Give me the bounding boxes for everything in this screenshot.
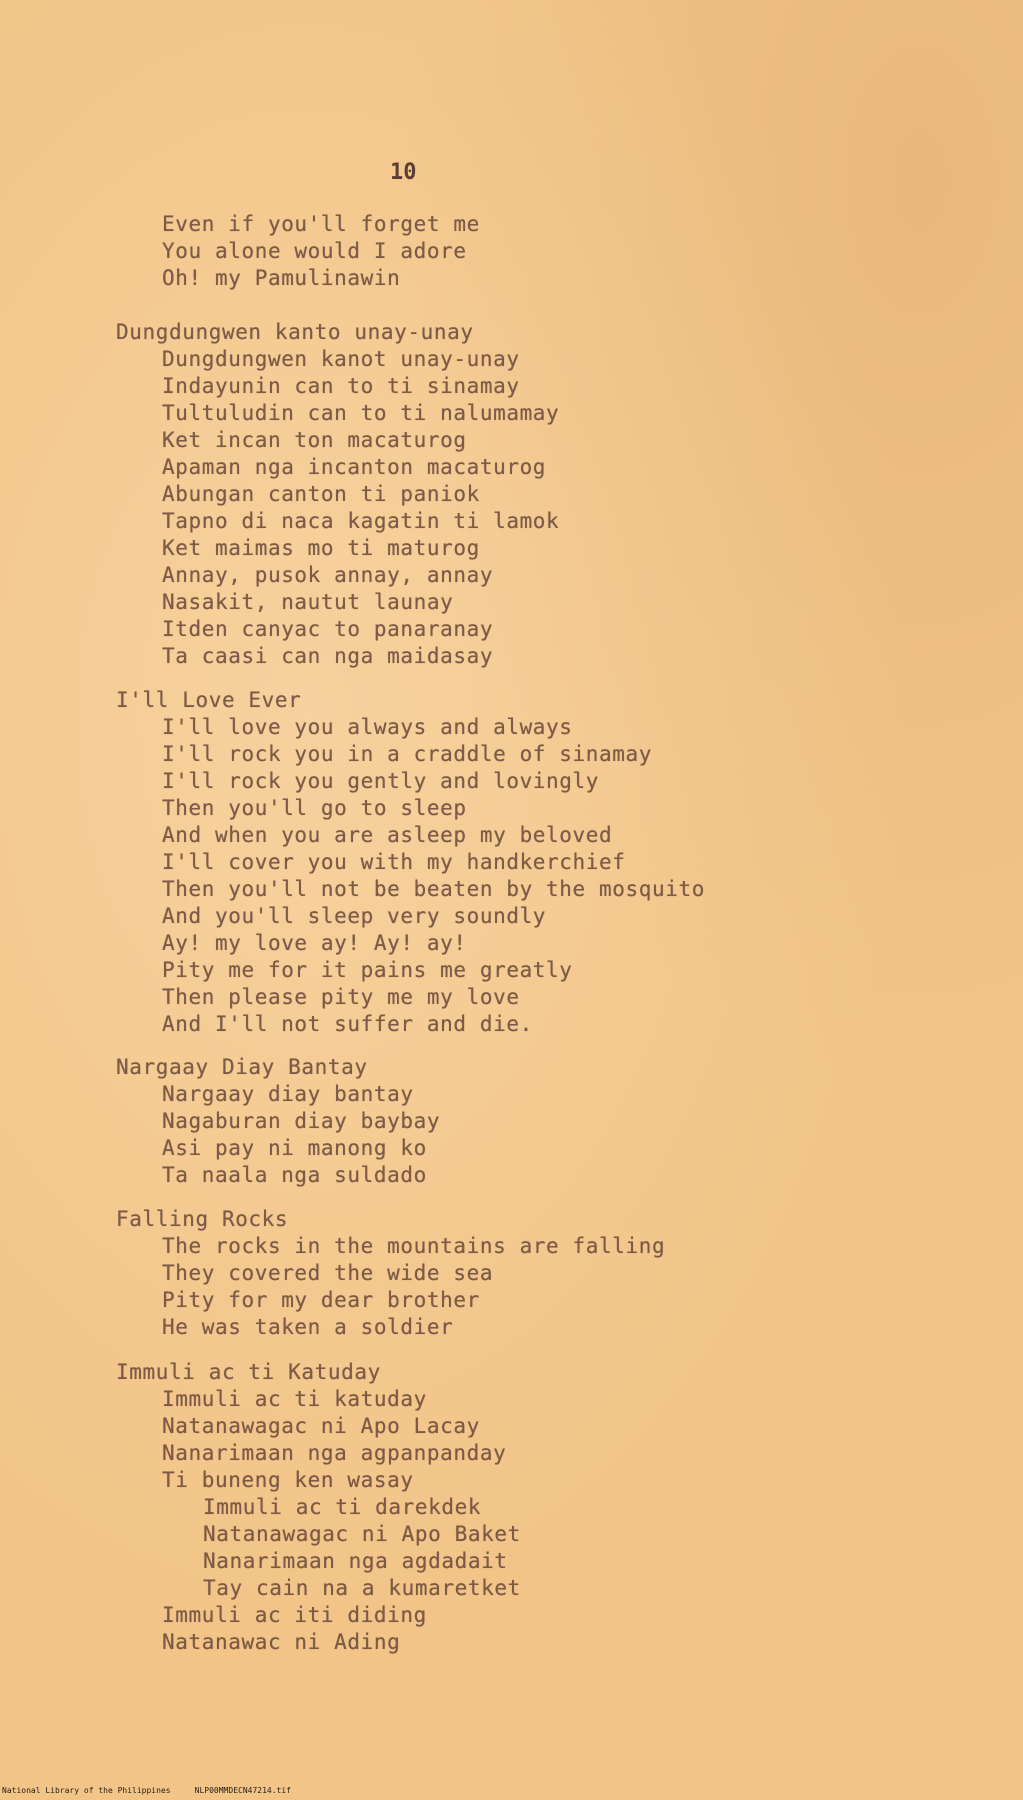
text-line: Ta naala nga suldado	[162, 1163, 427, 1187]
song-title: Nargaay Diay Bantay	[116, 1055, 368, 1079]
text-line: Indayunin can to ti sinamay	[162, 374, 520, 398]
text-line: Natanawac ni Ading	[162, 1630, 401, 1654]
text-line: Ket maimas mo ti maturog	[162, 536, 480, 560]
text-line: And you'll sleep very soundly	[162, 904, 547, 928]
text-line: I'll rock you gently and lovingly	[162, 769, 600, 793]
text-line: And when you are asleep my beloved	[162, 823, 613, 847]
text-line: Then please pity me my love	[162, 985, 520, 1009]
song-title: Falling Rocks	[116, 1207, 289, 1231]
text-line: Tultuludin can to ti nalumamay	[162, 401, 560, 425]
text-line: Abungan canton ti paniok	[162, 482, 480, 506]
song-title: Immuli ac ti Katuday	[116, 1360, 381, 1384]
text-line: He was taken a soldier	[162, 1315, 454, 1339]
text-line: Immuli ac ti darekdek	[203, 1495, 482, 1519]
text-line: Natanawagac ni Apo Baket	[203, 1522, 521, 1546]
text-line: Pity for my dear brother	[162, 1288, 480, 1312]
text-line: Nasakit, nautut launay	[162, 590, 454, 614]
text-line: Immuli ac iti diding	[162, 1603, 427, 1627]
text-line: And I'll not suffer and die.	[162, 1012, 533, 1036]
text-line: The rocks in the mountains are falling	[162, 1234, 666, 1258]
text-line: You alone would I adore	[162, 239, 467, 263]
song-title: I'll Love Ever	[116, 688, 302, 712]
text-line: Ay! my love ay! Ay! ay!	[162, 931, 467, 955]
text-line: Tay cain na a kumaretket	[203, 1576, 521, 1600]
text-line: They covered the wide sea	[162, 1261, 494, 1285]
text-line: Even if you'll forget me	[162, 212, 480, 236]
text-line: Then you'll not be beaten by the mosquito	[162, 877, 705, 901]
text-line: Natanawagac ni Apo Lacay	[162, 1414, 480, 1438]
text-line: Nargaay diay bantay	[162, 1082, 414, 1106]
page-number: 10	[390, 160, 417, 185]
text-line: Then you'll go to sleep	[162, 796, 467, 820]
text-line: Ta caasi can nga maidasay	[162, 644, 494, 668]
text-line: Oh! my Pamulinawin	[162, 266, 401, 290]
text-line: Asi pay ni manong ko	[162, 1136, 427, 1160]
archive-footer: National Library of the Philippines NLP00MMDECN47214.tif	[2, 1786, 291, 1795]
text-line: Apaman nga incanton macaturog	[162, 455, 547, 479]
text-line: Nanarimaan nga agpanpanday	[162, 1441, 507, 1465]
text-line: Immuli ac ti katuday	[162, 1387, 427, 1411]
text-line: I'll cover you with my handkerchief	[162, 850, 626, 874]
text-line: I'll rock you in a craddle of sinamay	[162, 742, 652, 766]
text-line: Tapno di naca kagatin ti lamok	[162, 509, 560, 533]
text-line: Nanarimaan nga agdadait	[203, 1549, 508, 1573]
text-line: Dungdungwen kanot unay-unay	[162, 347, 520, 371]
text-line: Nagaburan diay baybay	[162, 1109, 441, 1133]
text-line: Annay, pusok annay, annay	[162, 563, 494, 587]
song-title: Dungdungwen kanto unay-unay	[116, 320, 474, 344]
text-line: Itden canyac to panaranay	[162, 617, 494, 641]
text-line: Pity me for it pains me greatly	[162, 958, 573, 982]
text-line: Ket incan ton macaturog	[162, 428, 467, 452]
text-line: Ti buneng ken wasay	[162, 1468, 414, 1492]
text-line: I'll love you always and always	[162, 715, 573, 739]
